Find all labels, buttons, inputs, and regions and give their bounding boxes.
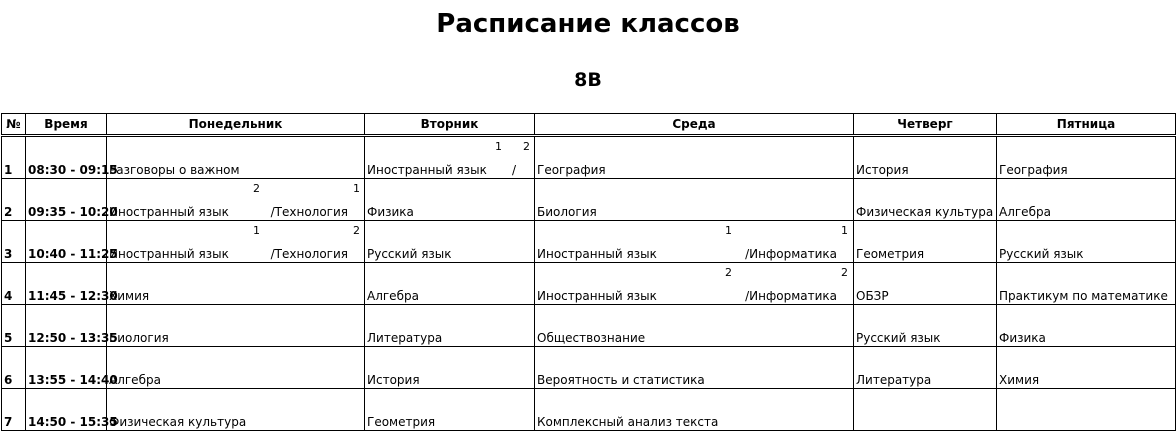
lesson-cell-wednesday <box>535 347 854 389</box>
lesson-cell-thursday <box>854 305 997 347</box>
table-row <box>2 305 1176 347</box>
lesson-cell-wednesday <box>535 389 854 431</box>
table-row <box>2 179 1176 221</box>
lesson-time: 09:35 - 10:20 <box>26 179 107 221</box>
subject-name: География <box>999 163 1068 177</box>
subject-name: Алгебра <box>999 205 1051 219</box>
lesson-cell-friday <box>997 263 1176 305</box>
group-number: 1 <box>725 224 732 237</box>
subject-name: ОБЗР <box>856 289 889 303</box>
subject-group-b: / <box>511 163 516 177</box>
group-number: 2 <box>725 266 732 279</box>
lesson-cell-thursday <box>854 263 997 305</box>
subject-name: Практикум по математике <box>999 289 1168 303</box>
lesson-time: 12:50 - 13:35 <box>26 305 107 347</box>
table-row <box>2 347 1176 389</box>
subject-name: Физическая культура <box>109 415 247 429</box>
subject-name: Биология <box>109 331 169 345</box>
class-name: 8В <box>574 69 602 91</box>
lesson-cell-tuesday <box>365 263 535 305</box>
subject-group-a: Иностранный язык <box>109 205 229 219</box>
group-number: 2 <box>523 140 530 153</box>
lesson-number: 5 <box>2 305 26 347</box>
subject-name: Литература <box>367 331 443 345</box>
lesson-cell-friday <box>997 179 1176 221</box>
lesson-cell-tuesday <box>365 389 535 431</box>
split-lesson <box>109 247 362 261</box>
lesson-number: 7 <box>2 389 26 431</box>
lesson-cell-wednesday <box>535 179 854 221</box>
group-number: 2 <box>841 266 848 279</box>
lesson-cell-tuesday <box>365 347 535 389</box>
lesson-cell-thursday <box>854 179 997 221</box>
subject-name: Литература <box>856 373 932 387</box>
split-lesson <box>109 205 362 219</box>
lesson-cell-friday <box>997 389 1176 431</box>
subject-name: Разговоры о важном <box>109 163 240 177</box>
header-tuesday: Вторник <box>365 114 535 136</box>
subject-group-a: Иностранный язык <box>109 247 229 261</box>
lesson-cell-wednesday <box>535 136 854 179</box>
subject-name: Физика <box>367 205 414 219</box>
subject-name: Биология <box>537 205 597 219</box>
subject-group-b: /Технология <box>270 247 348 261</box>
subject-group-b: /Информатика <box>745 247 837 261</box>
lesson-cell-friday <box>997 305 1176 347</box>
header-thursday: Четверг <box>854 114 997 136</box>
subject-name: История <box>367 373 420 387</box>
lesson-cell-wednesday <box>535 263 854 305</box>
group-number: 1 <box>353 182 360 195</box>
subject-name: Химия <box>999 373 1040 387</box>
lesson-cell-wednesday <box>535 221 854 263</box>
lesson-number: 4 <box>2 263 26 305</box>
schedule-table <box>1 113 1176 431</box>
lesson-cell-monday <box>107 136 365 179</box>
table-row <box>2 136 1176 179</box>
lesson-cell-thursday <box>854 136 997 179</box>
lesson-cell-tuesday <box>365 221 535 263</box>
split-lesson <box>537 289 851 303</box>
lesson-cell-friday <box>997 136 1176 179</box>
lesson-cell-monday <box>107 389 365 431</box>
page-title: Расписание классов <box>436 9 740 39</box>
subject-name: Русский язык <box>856 331 941 345</box>
table-row <box>2 263 1176 305</box>
subject-name: Геометрия <box>856 247 925 261</box>
subject-name: Вероятность и статистика <box>537 373 705 387</box>
subject-name: Алгебра <box>109 373 161 387</box>
group-number: 1 <box>253 224 260 237</box>
subject-name: Геометрия <box>367 415 436 429</box>
schedule-body <box>2 136 1176 431</box>
subject-name: Комплексный анализ текста <box>537 415 719 429</box>
subject-name: Алгебра <box>367 289 419 303</box>
table-row <box>2 389 1176 431</box>
group-number: 1 <box>495 140 502 153</box>
lesson-cell-monday <box>107 179 365 221</box>
lesson-cell-tuesday <box>365 136 535 179</box>
lesson-cell-tuesday <box>365 179 535 221</box>
subject-group-a: Иностранный язык <box>367 163 487 177</box>
split-lesson <box>367 163 532 177</box>
header-wednesday: Среда <box>535 114 854 136</box>
table-row <box>2 221 1176 263</box>
lesson-number: 6 <box>2 347 26 389</box>
subject-name: Русский язык <box>999 247 1084 261</box>
lesson-cell-monday <box>107 221 365 263</box>
lesson-cell-wednesday <box>535 305 854 347</box>
lesson-cell-thursday <box>854 221 997 263</box>
group-number: 2 <box>353 224 360 237</box>
header-row <box>2 114 1176 136</box>
subject-name: Физическая культура <box>856 205 994 219</box>
group-number: 2 <box>253 182 260 195</box>
lesson-time: 14:50 - 15:35 <box>26 389 107 431</box>
subject-group-b: /Информатика <box>745 289 837 303</box>
lesson-number: 3 <box>2 221 26 263</box>
subject-name: История <box>856 163 909 177</box>
lesson-time: 11:45 - 12:30 <box>26 263 107 305</box>
subject-group-a: Иностранный язык <box>537 247 657 261</box>
subject-name: Физика <box>999 331 1046 345</box>
subject-name: Обществознание <box>537 331 646 345</box>
subject-name: География <box>537 163 606 177</box>
lesson-number: 2 <box>2 179 26 221</box>
lesson-time: 13:55 - 14:40 <box>26 347 107 389</box>
subject-name: Русский язык <box>367 247 452 261</box>
subject-group-b: /Технология <box>270 205 348 219</box>
lesson-cell-tuesday <box>365 305 535 347</box>
header-monday: Понедельник <box>107 114 365 136</box>
header-num: № <box>2 114 26 136</box>
group-number: 1 <box>841 224 848 237</box>
lesson-cell-friday <box>997 221 1176 263</box>
lesson-cell-monday <box>107 263 365 305</box>
subject-group-a: Иностранный язык <box>537 289 657 303</box>
subject-name: Химия <box>109 289 150 303</box>
lesson-cell-friday <box>997 347 1176 389</box>
header-time: Время <box>26 114 107 136</box>
lesson-cell-thursday <box>854 347 997 389</box>
lesson-cell-monday <box>107 305 365 347</box>
lesson-time: 08:30 - 09:15 <box>26 136 107 179</box>
lesson-cell-thursday <box>854 389 997 431</box>
lesson-cell-monday <box>107 347 365 389</box>
split-lesson <box>537 247 851 261</box>
lesson-number: 1 <box>2 136 26 179</box>
header-friday: Пятница <box>997 114 1176 136</box>
lesson-time: 10:40 - 11:25 <box>26 221 107 263</box>
